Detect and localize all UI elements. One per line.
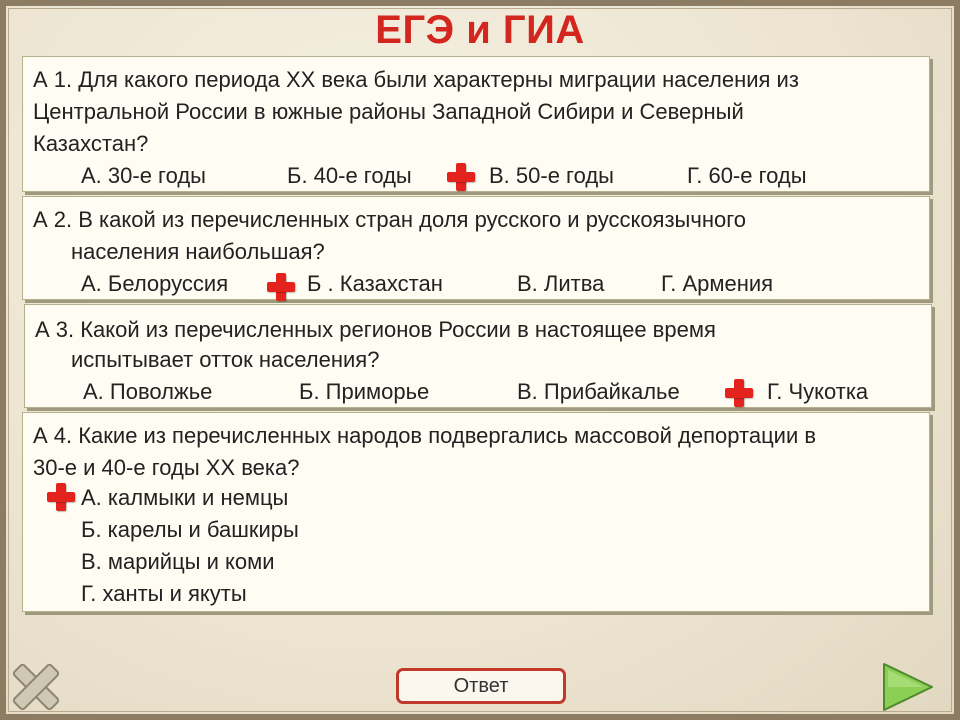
answer-option-b[interactable]: Б. Приморье	[299, 379, 430, 404]
close-icon[interactable]	[6, 660, 66, 714]
question-line: А 2. В какой из перечисленных стран доля русского и русскоязычного	[33, 207, 746, 232]
answer-option-d[interactable]: Г. 60-е годы	[687, 163, 807, 188]
answer-option-a[interactable]: А. 30-е годы	[81, 163, 206, 188]
next-arrow-icon[interactable]	[878, 660, 938, 714]
question-line: А 3. Какой из перечисленных регионов России в настоящее время	[35, 317, 716, 342]
answer-option-d[interactable]: Г. Армения	[661, 271, 774, 296]
question-card-4	[22, 412, 930, 612]
question-card-3	[24, 304, 932, 408]
question-line: населения наибольшая?	[71, 239, 325, 264]
answer-option-b[interactable]: Б . Казахстан	[307, 271, 443, 296]
question-line: Казахстан?	[33, 131, 149, 156]
question-line: Центральной России в южные районы Западной Сибири и Северный	[33, 99, 744, 124]
answer-option-c[interactable]: В. марийцы и коми	[81, 549, 275, 574]
answer-option-c[interactable]: В. Прибайкалье	[517, 379, 680, 404]
answer-option-b[interactable]: Б. 40-е годы	[287, 163, 412, 188]
answer-option-a[interactable]: А. калмыки и немцы	[81, 485, 289, 510]
question-line: А 4. Какие из перечисленных народов подвергались массовой депортации в	[33, 423, 817, 448]
question-card-1	[22, 56, 930, 192]
question-line: А 1. Для какого периода XX века были характерны миграции населения из	[33, 67, 799, 92]
correct-answer-plus-icon	[725, 379, 753, 407]
correct-answer-plus-icon	[47, 483, 75, 511]
answer-option-d[interactable]: Г. Чукотка	[767, 379, 869, 404]
question-card-2	[22, 196, 930, 300]
answer-option-d[interactable]: Г. ханты и якуты	[81, 581, 247, 606]
answer-option-a[interactable]: А. Белоруссия	[81, 271, 229, 296]
question-line: 30-е и 40-е годы XX века?	[33, 455, 300, 480]
correct-answer-plus-icon	[447, 163, 475, 191]
question-line: испытывает отток населения?	[71, 347, 380, 372]
answer-option-b[interactable]: Б. карелы и башкиры	[81, 517, 299, 542]
correct-answer-plus-icon	[267, 273, 295, 301]
answer-option-a[interactable]: А. Поволжье	[83, 379, 213, 404]
answer-option-c[interactable]: В. 50-е годы	[489, 163, 614, 188]
page-title: ЕГЭ и ГИА	[375, 8, 585, 52]
answer-option-c[interactable]: В. Литва	[517, 271, 605, 296]
answer-button[interactable]: Ответ	[396, 668, 566, 704]
